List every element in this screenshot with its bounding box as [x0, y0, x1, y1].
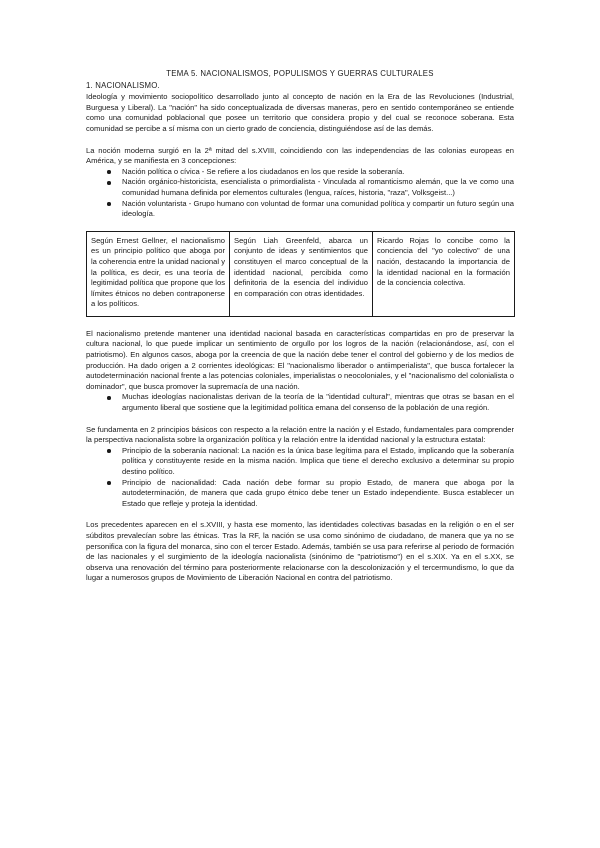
author-views-table [86, 231, 515, 317]
list-item: Muchas ideologías nacionalistas derivan de la teoría de la "identidad cultural", mientras que otras se basan en el argumento liberal que sostiene que la legitimidad política emana del consenso de la población de una región. [122, 392, 514, 413]
section-heading: 1. NACIONALISMO. [86, 80, 160, 90]
list-item: Principio de nacionalidad: Cada nación debe formar su propio Estado, de manera que aboga por la autodeterminación, de manera que cada grupo étnico debe tener un Estado independiente. Busca establecer un Estado que refleje y proteja la identidad. [122, 477, 514, 508]
nationalism-paragraph: El nacionalismo pretende mantener una identidad nacional basada en características compartidas en pro de preservar la cultura nacional, lo que puede implicar un sentimiento de orgullo por los logros de la nación (relacionándose, así, con el patriotismo). En algunos casos, aboga por la creencia de que la nación debe tener el control del gobierno y de los medios de producción. Ha dado origen a 2 corrientes ideológicas: El "nacionalismo liberador o antiimperialista", que busca fortalecer la autodeterminación nacional frente a las potencias coloniales, imperialistas o neocoloniales, y el "nacionalismo del colonialista o dominador", que busca promover la supremacía de una nación. [86, 328, 514, 391]
table-cell: Según Ernest Gellner, el nacionalismo es un principio político que aboga por la coherencia entre la unidad nacional y la política, es decir, es una teoría de legitimidad política que propone que los límites étnicos no deben contraponerse a los políticos. [87, 231, 230, 316]
document-title: TEMA 5. NACIONALISMOS, POPULISMOS Y GUERRAS CULTURALES [166, 69, 434, 78]
intro-paragraph: Ideología y movimiento sociopolítico desarrollado junto al concepto de nación en la Era de las Revoluciones (Industrial, Burguesa y Liberal). La "nación" ha sido conceptualizada de diversas maneras, pero en sentido contemporáneo se entiende como una comunidad poblacional que posee un territorio que considera propio y del cual se reconoce soberana. Esta comunidad se percibe a sí misma con un cierto grado de conciencia, distinguiéndose así de las demás. [86, 92, 514, 133]
table-cell: Ricardo Rojas lo concibe como la conciencia del "yo colectivo" de una nación, destacando la importancia de la identidad nacional en la formación de la conciencia colectiva. [373, 231, 515, 316]
list-item: Nación orgánico-historicista, esencialista o primordialista - Vinculada al romanticismo alemán, que la ve como una comunidad humana definida por elementos culturales (lengua, raíces, historia, "raza", Volksgeist...) [122, 177, 514, 197]
nationalism-list [86, 392, 514, 413]
list-item: Nación política o cívica - Se refiere a los ciudadanos en los que reside la soberanía. [122, 167, 514, 178]
origin-paragraph: La noción moderna surgió en la 2ª mitad del s.XVIII, coincidiendo con las independencias de las colonias europeas en América, y se manifiesta en 3 concepciones: [86, 145, 514, 166]
principles-paragraph: Se fundamenta en 2 principios básicos con respecto a la relación entre la nación y el Estado, fundamentales para comprender la perspectiva nacionalista sobre la organización política y la relación entre la identidad nacional y la estructura estatal: [86, 424, 514, 445]
principles-list [86, 446, 514, 510]
list-item: Principio de la soberanía nacional: La nación es la única base legítima para el Estado, implicando que la soberanía política y constituyente reside en la misma nación. Implica que tiene el derecho exclusivo a determinar su propio destino político. [122, 445, 514, 476]
list-item: Nación voluntarista - Grupo humano con voluntad de formar una comunidad política y compartir un futuro según una ideología. [122, 198, 514, 219]
conceptions-list [86, 167, 514, 220]
table-cell: Según Liah Greenfeld, abarca un conjunto de ideas y sentimientos que constituyen el marco conceptual de la identidad nacional, percibida como definitoria de la esencia del individuo en comparación con otras identidades. [230, 231, 373, 316]
page-content [86, 69, 514, 584]
precedents-paragraph: Los precedentes aparecen en el s.XVIII, y hasta ese momento, las identidades colectivas basadas en la religión o en el ser súbditos prevalecían sobre las étnicas. Tras la RF, la nación se usa como sinónimo de ciudadano, de manera que ya no se personifica con la figura del monarca, sino con el tercer Estado. Además, también se usa para referirse al periodo de formación de las nacionales y el surgimiento de la ideología nacionalista (sinónimo de "patriotismo") en el s.XIX. Ya en el s.XX, se observa una renovación del término para posteriormente relacionarse con la descolonización y el tercermundismo, lo que da lugar a numerosos grupos de Movimiento de Liberación Nacional en contra del patriotismo. [86, 520, 515, 583]
